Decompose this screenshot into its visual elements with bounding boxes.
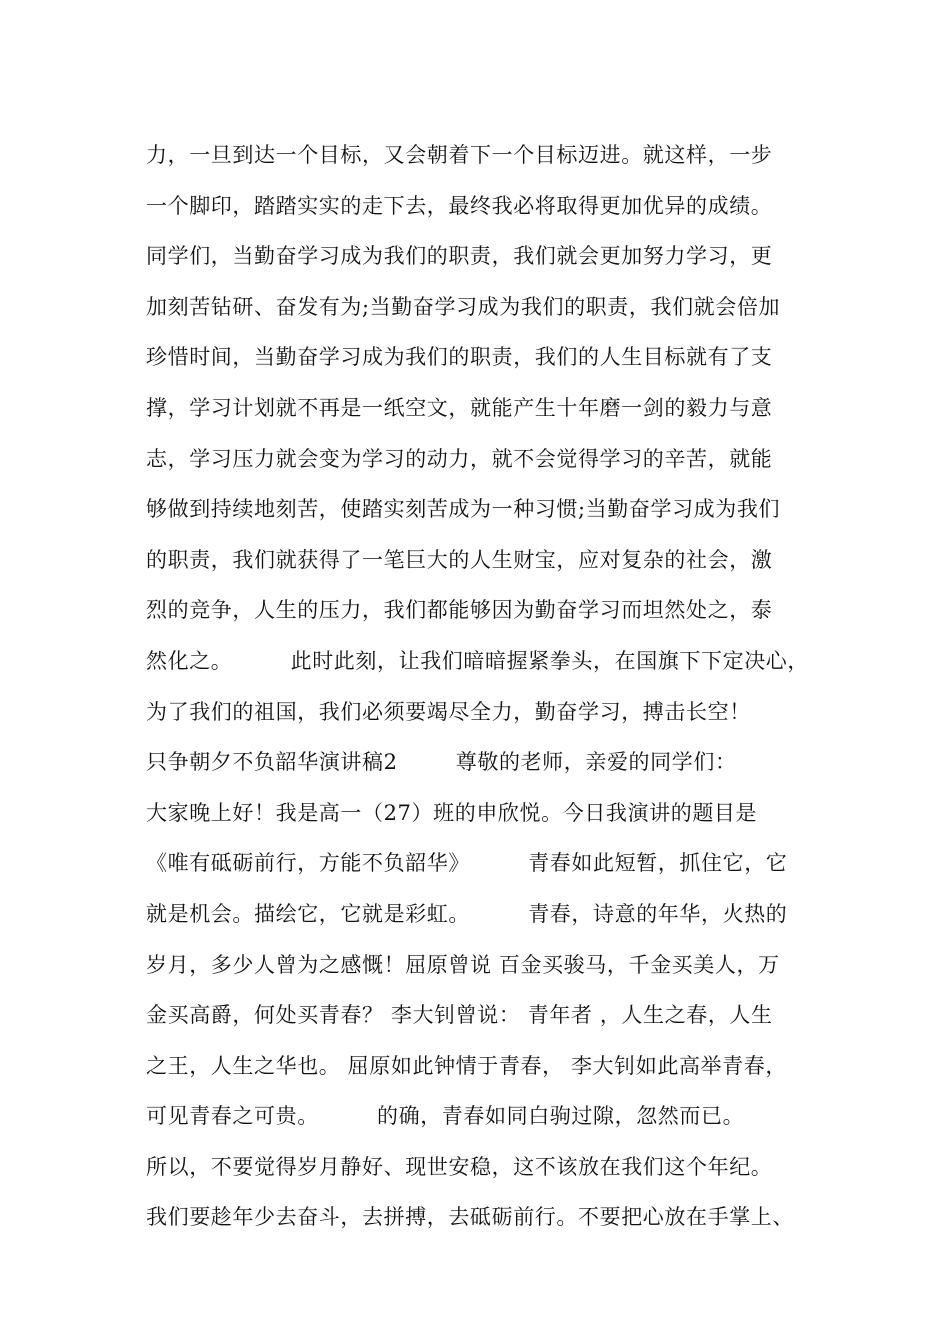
text-line: 就是机会。描绘它，它就是彩虹。 青春，诗意的年华，火热的 bbox=[146, 901, 788, 926]
text-line: 为了我们的祖国，我们必须要竭尽全力，勤奋学习，搏击长空！ bbox=[146, 699, 751, 724]
text-line: 同学们，当勤奋学习成为我们的职责，我们就会更加努力学习，更 bbox=[146, 244, 773, 269]
text-line: 岁月，多少人曾为之感慨！屈原曾说 百金买骏马，千金买美人，万 bbox=[146, 952, 780, 977]
text-line: 力，一旦到达一个目标，又会朝着下一个目标迈进。就这样，一步 bbox=[146, 143, 773, 167]
text-line: 志，学习压力就会变为学习的动力，就不会觉得学习的辛苦，就能 bbox=[146, 446, 773, 471]
document-body bbox=[146, 130, 836, 1243]
text-line: 加刻苦钻研、奋发有为;当勤奋学习成为我们的职责，我们就会倍加 bbox=[146, 294, 781, 319]
section-heading-line: 只争朝夕不负韶华演讲稿2 尊敬的老师，亲爱的同学们： bbox=[146, 750, 737, 775]
text-line: 的职责，我们就获得了一笔巨大的人生财宝，应对复杂的社会，激 bbox=[146, 547, 773, 572]
text-line: 大家晚上好！我是高一（27）班的申欣悦。今日我演讲的题目是 bbox=[146, 800, 758, 825]
text-line: 我们要趁年少去奋斗，去拼搏，去砥砺前行。不要把心放在手掌上、 bbox=[146, 1205, 794, 1230]
text-line: 金买高爵，何处买青春？ 李大钊曾说： 青年者 ，人生之春，人生 bbox=[146, 1003, 773, 1028]
text-line: 珍惜时间，当勤奋学习成为我们的职责，我们的人生目标就有了支 bbox=[146, 345, 773, 370]
text-line: 够做到持续地刻苦，使踏实刻苦成为一种习惯;当勤奋学习成为我们 bbox=[146, 497, 781, 522]
text-line: 所以，不要觉得岁月静好、现世安稳，这不该放在我们这个年纪。 bbox=[146, 1154, 773, 1179]
text-line: 烈的竞争，人生的压力，我们都能够因为勤奋学习而坦然处之，泰 bbox=[146, 598, 773, 623]
text-line: 《唯有砥砺前行，方能不负韶华》 青春如此短暂，抓住它，它 bbox=[146, 851, 788, 876]
text-line: 一个脚印，踏踏实实的走下去，最终我必将取得更加优异的成绩。 bbox=[146, 193, 773, 218]
text-line: 之王，人生之华也。 屈原如此钟情于青春， 李大钊如此高举青春， bbox=[146, 1053, 787, 1078]
text-line: 撑，学习计划就不再是一纸空文，就能产生十年磨一剑的毅力与意 bbox=[146, 395, 773, 420]
text-line: 然化之。 此时此刻，让我们暗暗握紧拳头，在国旗下下定决心， bbox=[146, 648, 809, 673]
text-line: 可见青春之可贵。 的确，青春如同白驹过隙，忽然而已。 bbox=[146, 1104, 745, 1129]
